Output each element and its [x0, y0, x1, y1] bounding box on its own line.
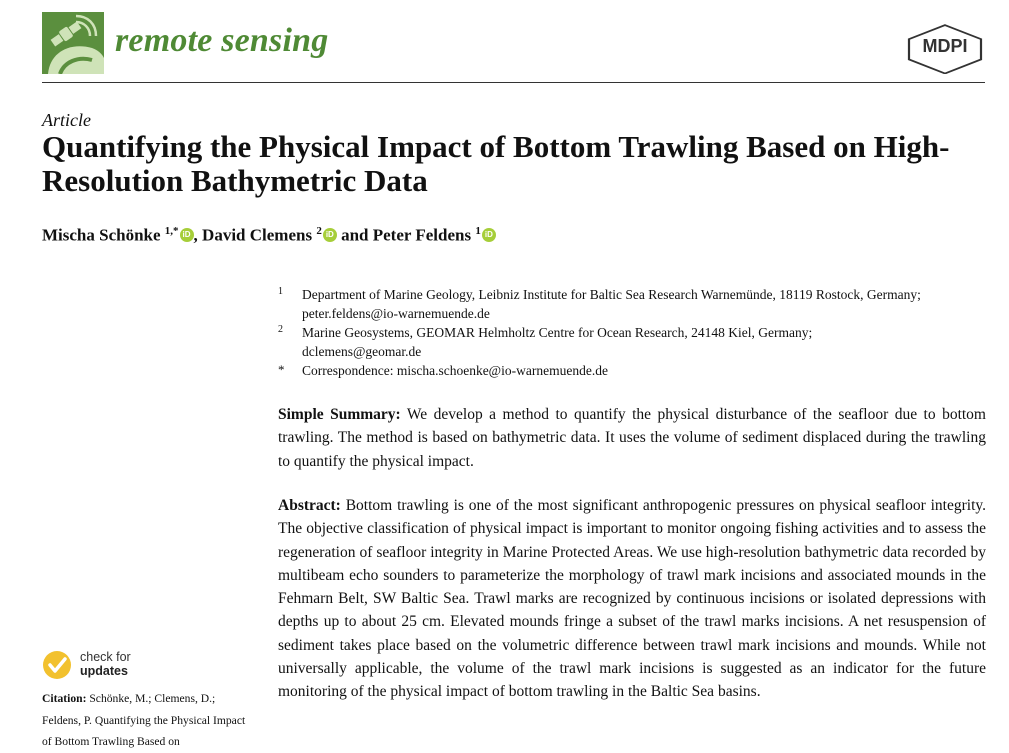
- check-updates-line2: updates: [80, 664, 128, 678]
- article-type: Article: [42, 110, 91, 130]
- author-separator: and: [336, 225, 373, 245]
- author-name[interactable]: David Clemens: [202, 225, 313, 245]
- author-list: [42, 225, 496, 246]
- orcid-icon[interactable]: iD: [323, 228, 337, 242]
- abstract-label: Abstract:: [278, 497, 341, 514]
- citation-text: Schönke, M.; Clemens, D.; Feldens, P. Quantifying the Physical Impact of Bottom Trawling Based on: [42, 692, 246, 748]
- check-for-updates-button[interactable]: [42, 648, 172, 682]
- publisher-name: MDPI: [922, 36, 968, 56]
- check-updates-line1: check for: [80, 650, 131, 664]
- simple-summary: [278, 403, 986, 473]
- affiliation-mark: 1: [278, 286, 283, 297]
- citation: [42, 688, 257, 753]
- simple-summary-text: We develop a method to quantify the physical disturbance of the seafloor due to bottom trawling. The method is based on bathymetric data. It uses the volume of sediment displaced during the trawling to quantify the physical impact.: [278, 406, 986, 470]
- affiliation-mark: 2: [278, 324, 283, 335]
- check-badge-icon: [42, 650, 72, 680]
- author-affiliation-mark: 2: [316, 225, 322, 237]
- citation-label: Citation:: [42, 692, 87, 705]
- article-title: Quantifying the Physical Impact of Bottom Trawling Based on High-Resolution Bathymetric Data: [42, 129, 950, 198]
- affiliation-item: [276, 361, 926, 380]
- author-affiliation-mark: 1: [475, 225, 481, 237]
- affiliation-text: Department of Marine Geology, Leibniz Institute for Baltic Sea Research Warnemünde, 18119 Rostock, Germany; peter.feldens@io-warnemuende.de: [302, 287, 921, 321]
- satellite-earth-icon: [42, 12, 104, 74]
- header-divider: [42, 82, 985, 83]
- journal-name[interactable]: remote sensing: [115, 22, 329, 59]
- orcid-icon[interactable]: iD: [482, 228, 496, 242]
- author-name[interactable]: Mischa Schönke: [42, 225, 161, 245]
- affiliation-item: [276, 323, 926, 361]
- affiliation-mark: *: [278, 362, 285, 377]
- mdpi-hexagon-icon: [905, 22, 985, 74]
- affiliations: [276, 285, 926, 380]
- affiliation-item: [276, 285, 926, 323]
- affiliation-text: Marine Geosystems, GEOMAR Helmholtz Centre for Ocean Research, 24148 Kiel, Germany; dclemens@geomar.de: [302, 325, 813, 359]
- journal-logo[interactable]: [42, 12, 104, 74]
- abstract-text: Bottom trawling is one of the most significant anthropogenic pressures on physical seafloor integrity. The objective classification of physical impact is important to monitor ongoing fishing activities and to assess the regeneration of seafloor integrity in Marine Protected Areas. We use high-resolution bathymetric data recorded by multibeam echo sounders to parameterize the morphology of trawl mark incisions and associated mounds in the Fehmarn Belt, SW Baltic Sea. Trawl marks are recognized by continuous incisions or isolated depressions with depths up to about 25 cm. Elevated mounds fringe a subset of the trawl marks incisions. A net resuspension of sediment takes place based on the volumetric difference between trawl mark incisions and mounds. While not universally applicable, the volume of the trawl mark incisions is suggested as an indicator for the future monitoring of the physical impact of bottom trawling in the Baltic Sea basins.: [278, 497, 987, 701]
- publisher-logo[interactable]: [905, 22, 985, 74]
- author-name[interactable]: Peter Feldens: [372, 225, 472, 245]
- author-separator: ,: [193, 225, 203, 245]
- author-affiliation-mark: 1,*: [164, 225, 179, 237]
- orcid-icon[interactable]: iD: [180, 228, 194, 242]
- simple-summary-label: Simple Summary:: [278, 406, 401, 423]
- affiliation-text: Correspondence: mischa.schoenke@io-warnemuende.de: [302, 363, 608, 378]
- abstract: [278, 494, 986, 704]
